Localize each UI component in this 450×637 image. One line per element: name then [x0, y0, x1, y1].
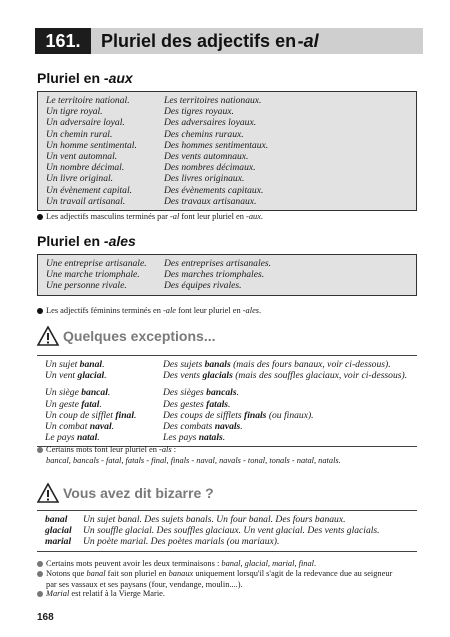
- ales-singular: Une entreprise artisanale.: [46, 258, 147, 269]
- aux-row: [46, 162, 408, 173]
- ales-singular: Une marche triomphale.: [46, 269, 140, 281]
- bizarre-example: Un souffle glacial. Des souffles glaciaux. Un vent glacial. Des vents glacials.: [83, 525, 380, 537]
- exceptions-heading: [37, 326, 216, 346]
- exceptions-note-text: Certains mots font leur pluriel en -als : bancal, bancals - fatal, fatals - final, finals - naval, navals - tonal, tonals - natal, natals.: [46, 445, 341, 465]
- aux-singular: Un évènement capital.: [46, 184, 133, 196]
- aux-plural: Les territoires nationaux.: [164, 95, 262, 106]
- bizarre-example: Un poète marial. Des poètes marials (ou mariaux).: [83, 536, 280, 548]
- bizarre-box: [37, 510, 417, 552]
- exception-plural: Des vents glacials (mais des souffles glaciaux, voir ci-dessous).: [163, 370, 408, 382]
- warning-icon: [37, 326, 59, 346]
- aux-plural: Des livres originaux.: [164, 173, 245, 185]
- ales-singular: Une personne rivale.: [46, 280, 127, 292]
- bizarre-example: Un sujet banal. Des sujets banals. Un four banal. Des fours banaux.: [83, 514, 346, 525]
- aux-row: [46, 185, 408, 196]
- bizarre-note: [37, 569, 427, 590]
- bizarre-heading-label: Vous avez dit bizarre ?: [63, 485, 214, 501]
- section-heading-ales-prefix: Pluriel en: [37, 233, 104, 249]
- aux-row: [46, 117, 408, 128]
- exception-row: [45, 387, 409, 398]
- page-number: 168: [37, 612, 54, 623]
- bizarre-row: [45, 536, 409, 547]
- aux-examples-box: [37, 91, 417, 211]
- aux-plural: Des évènements capitaux.: [164, 184, 264, 196]
- bizarre-heading: [37, 483, 214, 503]
- aux-row: [46, 173, 408, 184]
- bizarre-word: marial: [45, 536, 72, 548]
- bizarre-row: [45, 514, 409, 525]
- aux-row: [46, 106, 408, 117]
- ales-plural: Des entreprises artisanales.: [164, 258, 272, 269]
- ales-examples-box: [37, 254, 417, 296]
- exception-row: [45, 359, 409, 370]
- warning-icon: [37, 483, 59, 503]
- ales-rule-text: Les adjectifs féminins terminés en -ale font leur pluriel en -ales.: [46, 306, 262, 315]
- section-heading-aux-suffix: -aux: [103, 70, 133, 86]
- aux-singular: Un adversaire loyal.: [46, 117, 125, 129]
- exception-plural: Des coups de sifflets finals (ou finaux).: [163, 409, 314, 421]
- exceptions-box: [37, 355, 417, 447]
- exception-singular: Un geste fatal.: [45, 398, 102, 410]
- aux-row: [46, 95, 408, 106]
- exception-plural: Des sièges bancals.: [163, 387, 239, 399]
- bizarre-word: glacial: [45, 525, 72, 537]
- aux-row: [46, 140, 408, 151]
- aux-plural: Des nombres décimaux.: [164, 162, 256, 174]
- bullet-icon: [37, 569, 46, 590]
- exception-plural: Des combats navals.: [163, 421, 243, 433]
- bullet-icon: [37, 212, 46, 224]
- aux-singular: Un chemin rural.: [46, 128, 113, 140]
- bullet-icon: [37, 306, 46, 318]
- aux-plural: Des tigres royaux.: [164, 106, 234, 118]
- aux-plural: Des hommes sentimentaux.: [164, 139, 269, 151]
- ales-row: [46, 258, 408, 269]
- exceptions-note: [37, 445, 427, 466]
- chapter-title-prefix: Pluriel des adjectifs en: [101, 30, 297, 51]
- ales-row: [46, 280, 408, 291]
- chapter-number: 161.: [35, 28, 91, 54]
- aux-row: [46, 196, 408, 207]
- exception-plural: Des gestes fatals.: [163, 398, 231, 410]
- aux-row: [46, 151, 408, 162]
- ales-plural: Des marches triomphales.: [164, 269, 265, 281]
- aux-singular: Un homme sentimental.: [46, 139, 137, 151]
- aux-singular: Un livre original.: [46, 173, 114, 185]
- chapter-title-bar: [35, 28, 423, 54]
- aux-plural: Des chemins ruraux.: [164, 128, 244, 140]
- aux-rule-note: [37, 212, 427, 224]
- bizarre-word: banal: [45, 514, 68, 525]
- exception-row: [45, 399, 409, 410]
- exception-singular: Un vent glacial.: [45, 370, 107, 382]
- bizarre-note-text: Certains mots peuvent avoir les deux terminaisons : banal, glacial, marial, final.: [46, 559, 317, 568]
- aux-plural: Des travaux artisanaux.: [164, 195, 257, 207]
- exception-singular: Un siège bancal.: [45, 387, 111, 399]
- aux-singular: Un vent automnal.: [46, 151, 118, 163]
- bullet-icon: [37, 589, 46, 601]
- section-heading-aux: [37, 70, 133, 86]
- section-heading-ales: [37, 233, 136, 249]
- exception-plural: Les pays natals.: [163, 432, 226, 444]
- exception-row: [45, 432, 409, 443]
- exception-singular: Un combat naval.: [45, 421, 115, 433]
- aux-row: [46, 129, 408, 140]
- exception-singular: Le pays natal.: [45, 432, 100, 444]
- exception-singular: Un coup de sifflet final.: [45, 409, 137, 421]
- section-heading-ales-suffix: -ales: [103, 233, 136, 249]
- ales-plural: Des équipes rivales.: [164, 280, 242, 292]
- bullet-icon: [37, 445, 46, 466]
- exception-singular: Un sujet banal.: [45, 359, 105, 370]
- ales-rule-note: [37, 306, 427, 318]
- bizarre-note-text: Marial est relatif à la Vierge Marie.: [46, 589, 165, 598]
- aux-singular: Le territoire national.: [46, 95, 130, 106]
- aux-singular: Un nombre décimal.: [46, 162, 125, 174]
- chapter-title-suffix: -al: [297, 30, 319, 51]
- aux-plural: Des adversaires loyaux.: [164, 117, 257, 129]
- chapter-title: [91, 28, 423, 54]
- exception-row: [45, 410, 409, 421]
- exception-row: [45, 421, 409, 432]
- ales-row: [46, 269, 408, 280]
- bizarre-row: [45, 525, 409, 536]
- bizarre-note: [37, 589, 427, 601]
- bizarre-note-text: Notons que banal fait son pluriel en banaux uniquement lorsqu'il s'agit de la redevance due au seigneur par ses vassaux et ses paysans (four, vendange, moulin....).: [46, 569, 393, 589]
- section-heading-aux-prefix: Pluriel en: [37, 70, 104, 86]
- aux-singular: Un tigre royal.: [46, 106, 103, 118]
- exception-plural: Des sujets banals (mais des fours banaux, voir ci-dessous).: [163, 359, 391, 370]
- aux-plural: Des vents automnaux.: [164, 151, 249, 163]
- aux-singular: Un travail artisanal.: [46, 195, 126, 207]
- aux-rule-text: Les adjectifs masculins terminés par -al font leur pluriel en -aux.: [46, 212, 264, 221]
- exception-row: [45, 370, 409, 381]
- exceptions-heading-label: Quelques exceptions...: [63, 328, 216, 344]
